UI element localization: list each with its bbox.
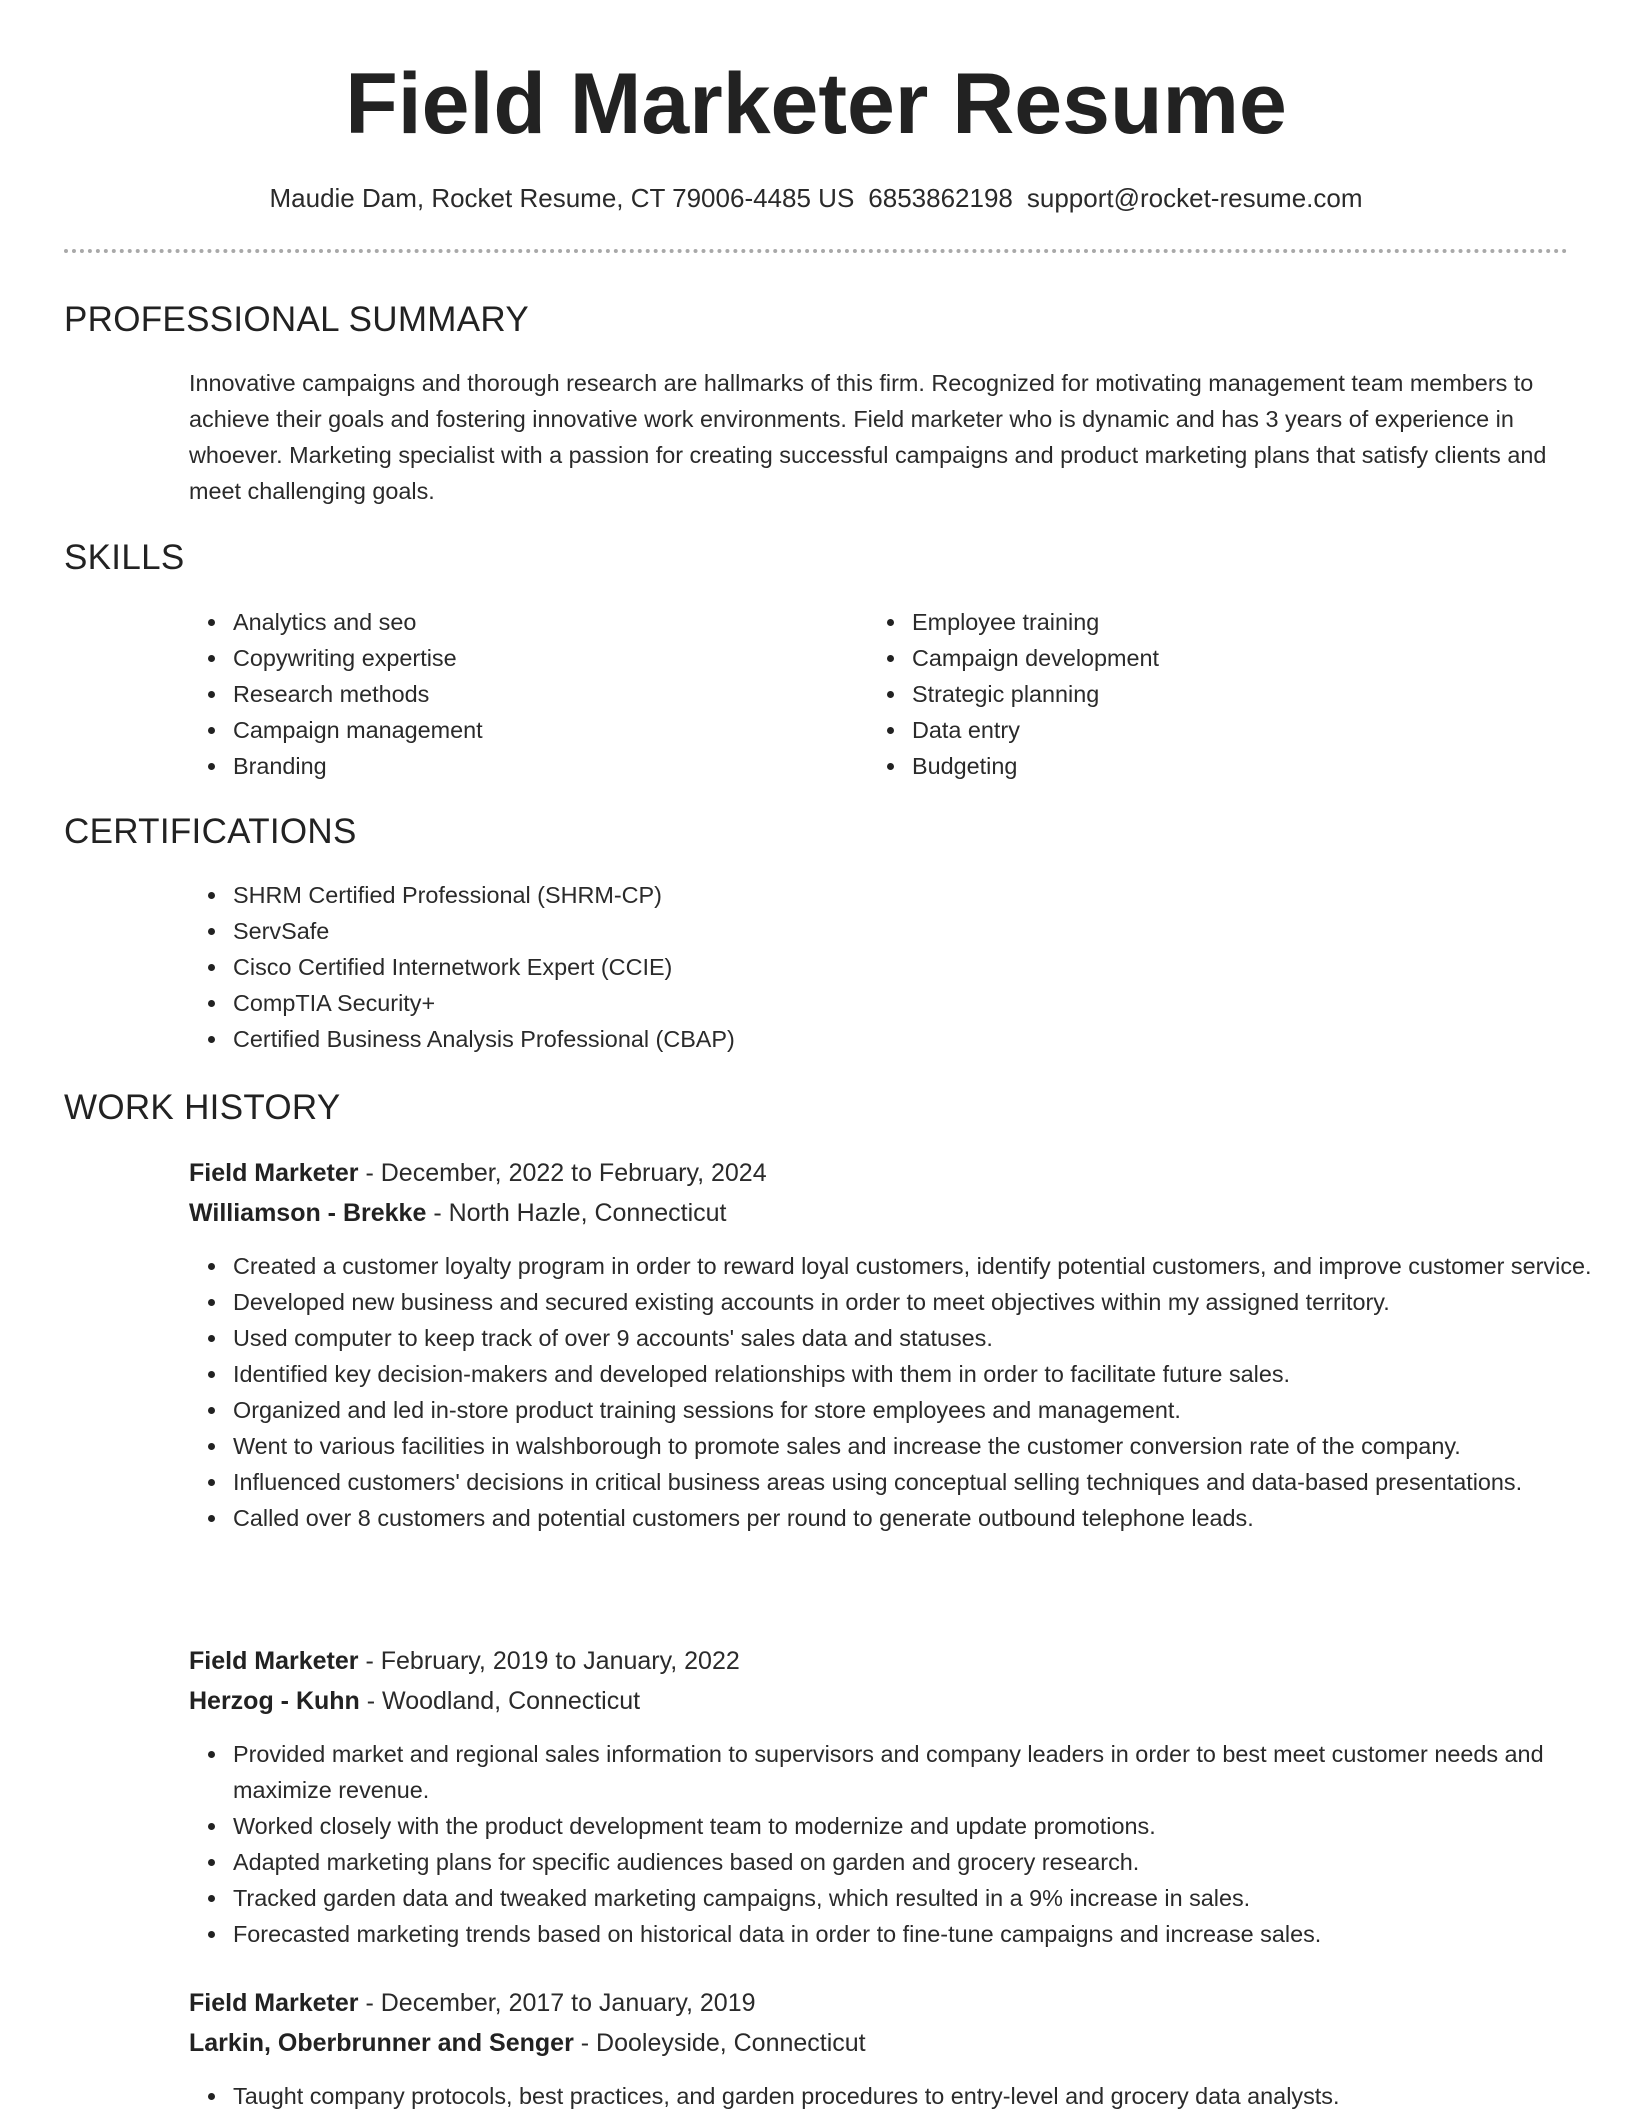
list-item: Organized and led in-store product training sessions for store employees and management.	[233, 1392, 1603, 1428]
job-company: Williamson - Brekke	[189, 1199, 427, 1227]
job-title-line	[189, 1641, 740, 1681]
job-duties-list	[189, 2078, 1603, 2114]
contact-line	[0, 180, 1632, 216]
job-company-line	[189, 2023, 866, 2063]
job-location: - North Hazle, Connecticut	[433, 1199, 727, 1227]
list-item: Certified Business Analysis Professional (CBAP)	[233, 1021, 1603, 1057]
list-item: Worked closely with the product development team to modernize and update promotions.	[233, 1808, 1603, 1844]
list-item: Campaign development	[912, 640, 1532, 676]
list-item: Adapted marketing plans for specific audiences based on garden and grocery research.	[233, 1844, 1603, 1880]
page-title: Field Marketer Resume	[345, 56, 1287, 152]
job-company-line	[189, 1681, 640, 1721]
work-history-heading: WORK HISTORY	[64, 1088, 341, 1127]
list-item: Identified key decision-makers and developed relationships with them in order to facilitate future sales.	[233, 1356, 1603, 1392]
certifications-heading: CERTIFICATIONS	[64, 812, 357, 851]
skills-heading: SKILLS	[64, 538, 185, 577]
list-item: Employee training	[912, 604, 1532, 640]
list-item: Provided market and regional sales information to supervisors and company leaders in order to best meet customer needs and maximize revenue.	[233, 1736, 1603, 1808]
list-item: Developed new business and secured existing accounts in order to meet objectives within my assigned territory.	[233, 1284, 1603, 1320]
job-title: Field Marketer	[189, 1159, 359, 1187]
job-dates: - December, 2022 to February, 2024	[365, 1159, 767, 1187]
job-location: - Dooleyside, Connecticut	[580, 2029, 866, 2057]
job-company-line	[189, 1193, 727, 1233]
list-item: Data entry	[912, 712, 1532, 748]
skills-list-left	[189, 604, 853, 784]
contact-email[interactable]: support@rocket-resume.com	[1026, 183, 1363, 213]
job-title: Field Marketer	[189, 1647, 359, 1675]
skills-list-right	[868, 604, 1532, 784]
list-item: Branding	[233, 748, 853, 784]
list-item: Budgeting	[912, 748, 1532, 784]
list-item: Cisco Certified Internetwork Expert (CCIE)	[233, 949, 1603, 985]
list-item: Went to various facilities in walshborough to promote sales and increase the customer conversion rate of the company.	[233, 1428, 1603, 1464]
list-item: Tracked garden data and tweaked marketing campaigns, which resulted in a 9% increase in sales.	[233, 1880, 1603, 1916]
list-item: Strategic planning	[912, 676, 1532, 712]
contact-address: Maudie Dam, Rocket Resume, CT 79006-4485 US	[269, 183, 855, 213]
summary-heading: PROFESSIONAL SUMMARY	[64, 300, 529, 339]
job-title: Field Marketer	[189, 1989, 359, 2017]
list-item: CompTIA Security+	[233, 985, 1603, 1021]
list-item: Copywriting expertise	[233, 640, 853, 676]
job-title-line	[189, 1153, 767, 1193]
list-item: Created a customer loyalty program in order to reward loyal customers, identify potential customers, and improve customer service.	[233, 1248, 1603, 1284]
list-item: Taught company protocols, best practices, and garden procedures to entry-level and grocery data analysts.	[233, 2078, 1603, 2114]
list-item: Called over 8 customers and potential customers per round to generate outbound telephone leads.	[233, 1500, 1603, 1536]
job-company: Larkin, Oberbrunner and Senger	[189, 2029, 574, 2057]
list-item: Campaign management	[233, 712, 853, 748]
job-dates: - February, 2019 to January, 2022	[365, 1647, 740, 1675]
job-dates: - December, 2017 to January, 2019	[365, 1989, 756, 2017]
summary-text: Innovative campaigns and thorough research are hallmarks of this firm. Recognized for motivating management team members to achieve their goals and fostering innovative work environments. Field marketer who is dynamic and has 3 years of experience in whoever. Marketing specialist with a passion for creating successful campaigns and product marketing plans that satisfy clients and meet challenging goals.	[189, 370, 1547, 504]
list-item: Research methods	[233, 676, 853, 712]
list-item: Influenced customers' decisions in critical business areas using conceptual selling techniques and data-based presentations.	[233, 1464, 1603, 1500]
job-location: - Woodland, Connecticut	[366, 1687, 641, 1715]
certifications-list	[189, 877, 1603, 1057]
job-title-line	[189, 1983, 756, 2023]
list-item: Forecasted marketing trends based on historical data in order to fine-tune campaigns and increase sales.	[233, 1916, 1603, 1952]
contact-phone: 6853862198	[868, 183, 1013, 213]
list-item: SHRM Certified Professional (SHRM-CP)	[233, 877, 1603, 913]
job-company: Herzog - Kuhn	[189, 1687, 360, 1715]
list-item: Used computer to keep track of over 9 accounts' sales data and statuses.	[233, 1320, 1603, 1356]
list-item: ServSafe	[233, 913, 1603, 949]
header-divider	[64, 249, 1568, 253]
job-duties-list	[189, 1248, 1603, 1536]
job-duties-list	[189, 1736, 1603, 1952]
list-item: Analytics and seo	[233, 604, 853, 640]
